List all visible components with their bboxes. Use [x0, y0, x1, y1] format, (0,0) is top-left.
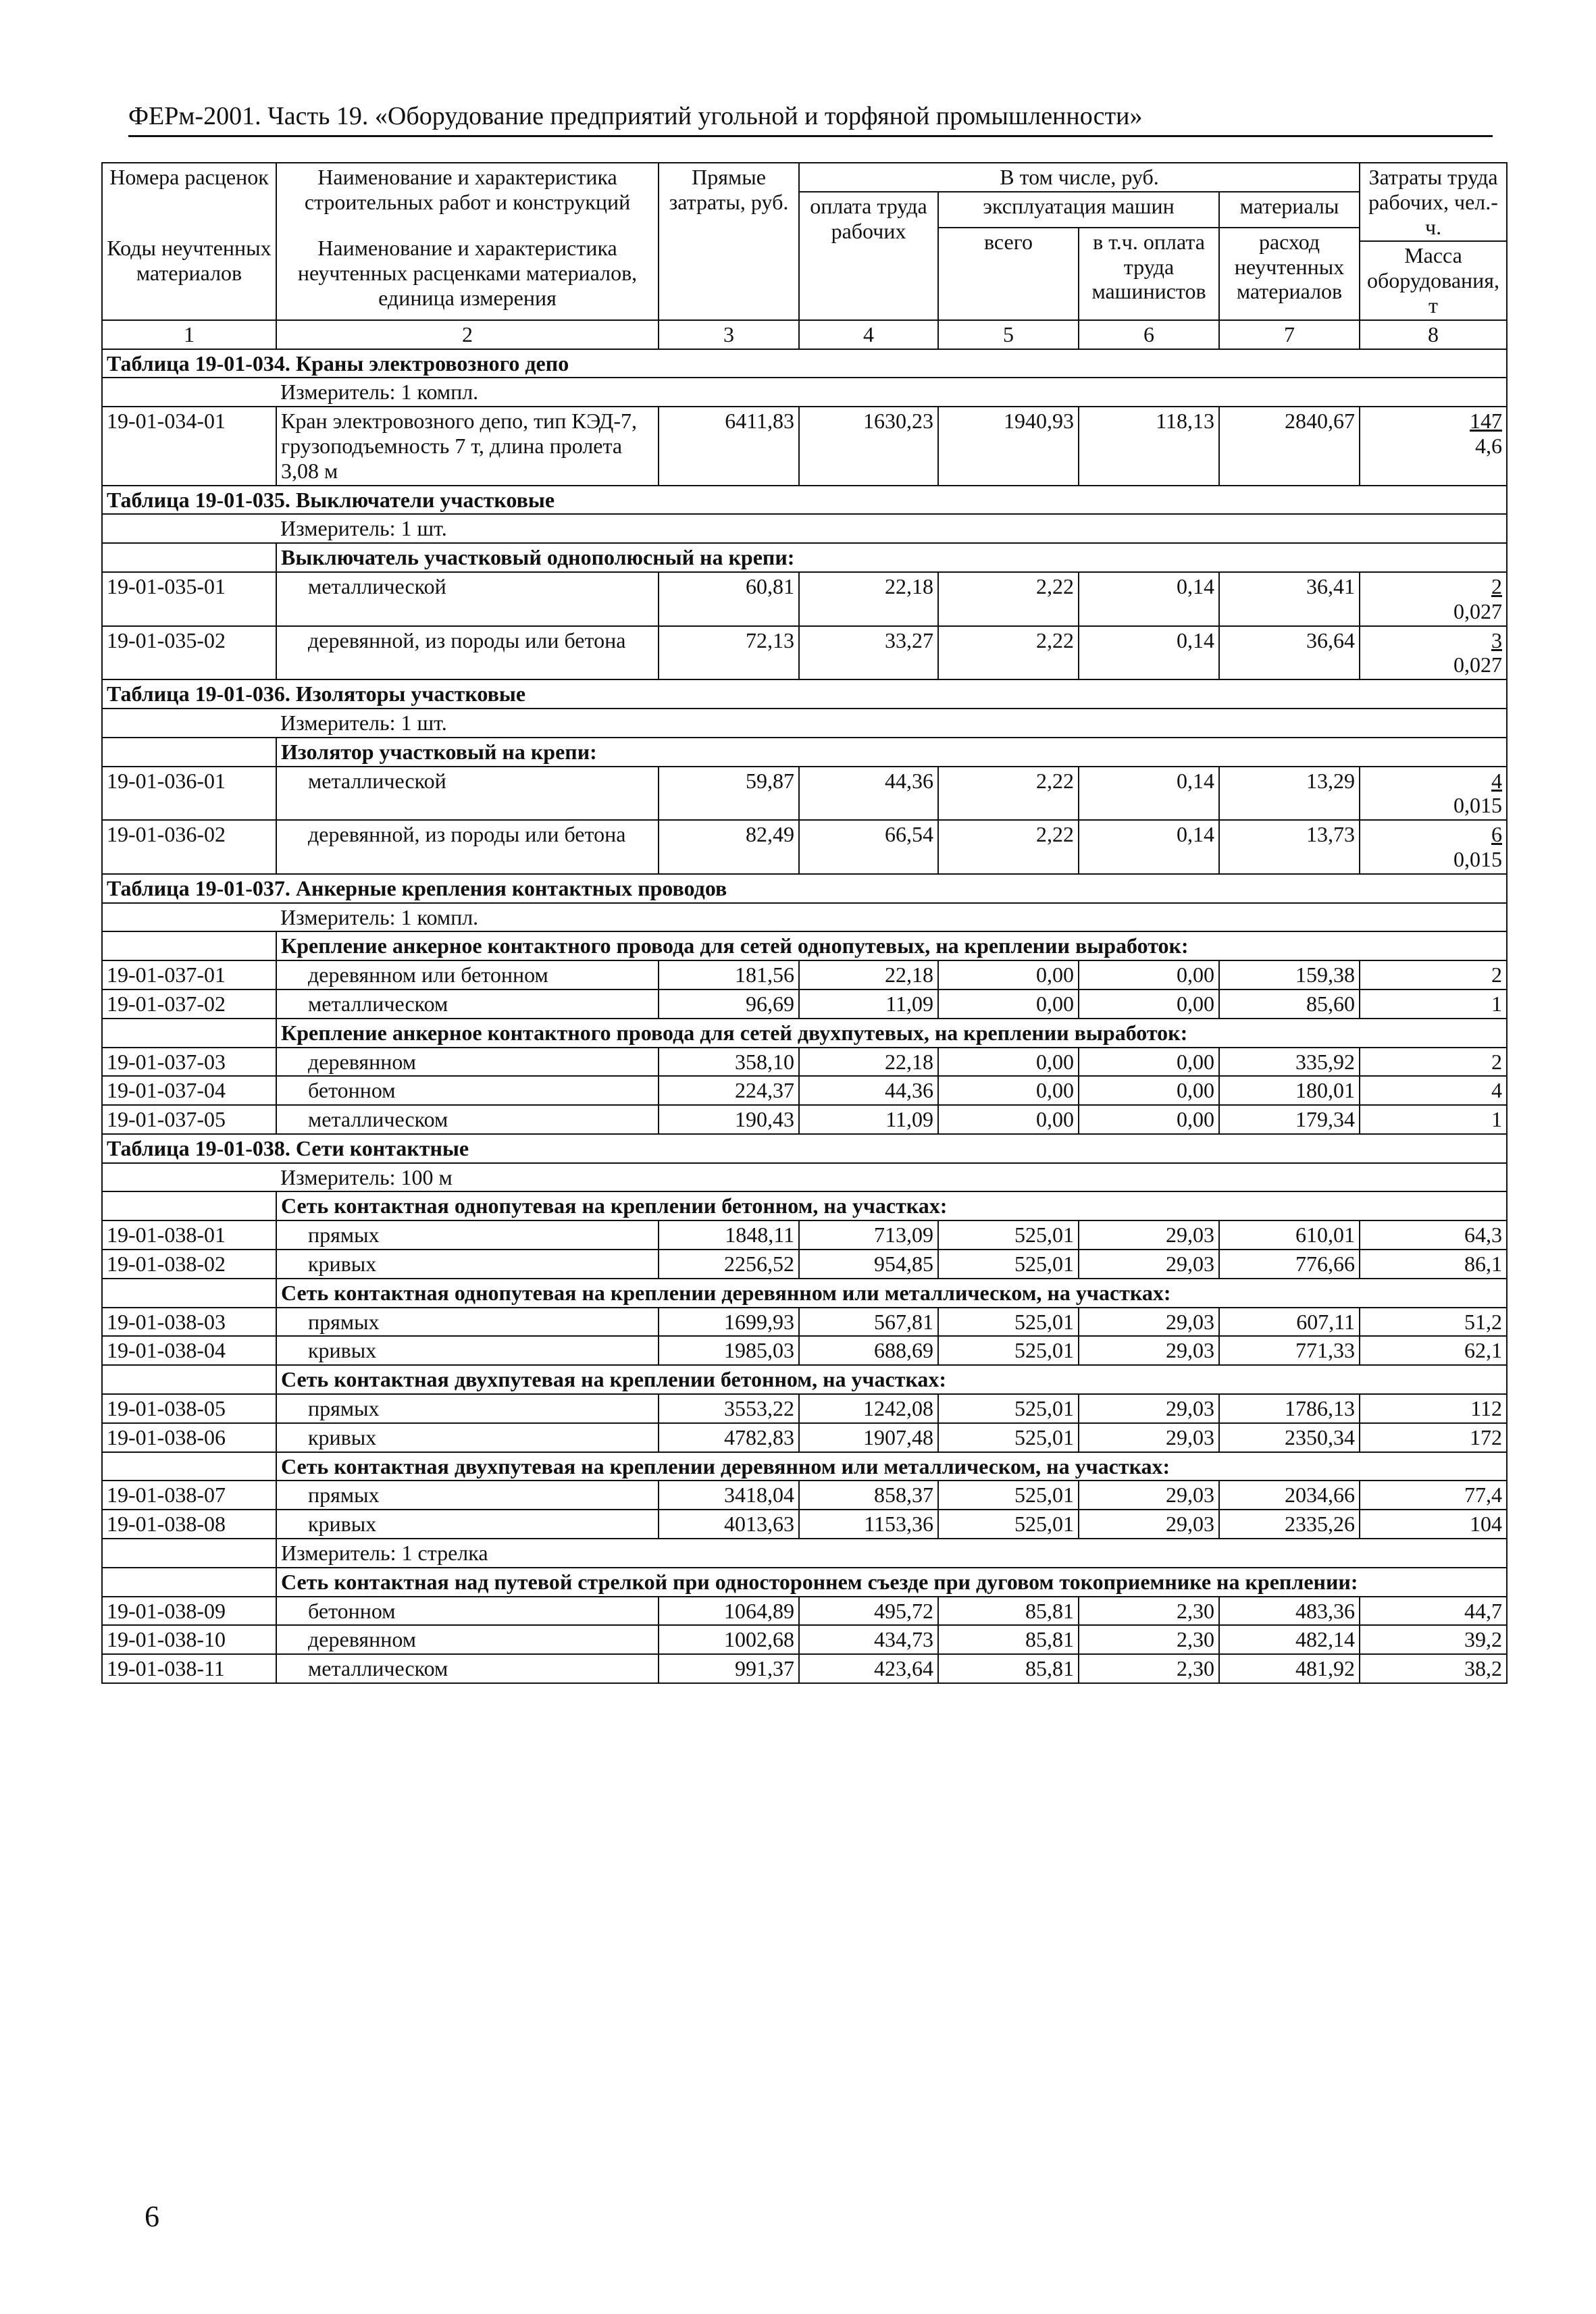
operators-wages: 118,13 — [1079, 407, 1219, 485]
direct-costs: 991,37 — [659, 1654, 799, 1683]
labor-costs: 77,4 — [1360, 1481, 1507, 1510]
machines-total: 0,00 — [938, 989, 1079, 1019]
table-row — [102, 820, 1507, 874]
direct-costs: 181,56 — [659, 960, 799, 989]
rate-code: 19-01-038-07 — [102, 1481, 276, 1510]
table-row — [102, 626, 1507, 680]
materials-cost: 776,66 — [1219, 1250, 1360, 1279]
materials-cost: 482,14 — [1219, 1625, 1360, 1654]
operators-wages: 29,03 — [1079, 1250, 1219, 1279]
rate-name: бетонном — [276, 1076, 659, 1105]
labor-costs: 39,2 — [1360, 1625, 1507, 1654]
rate-name: прямых — [276, 1481, 659, 1510]
table-row — [102, 1336, 1507, 1365]
col-machines-header: эксплуатация машин — [938, 192, 1219, 228]
section-heading: Крепление анкерное контактного провода для сетей однопутевых, на креплении выработок: — [276, 931, 1507, 960]
workers-wages: 713,09 — [799, 1220, 938, 1250]
col-wages-header: оплата труда рабочих — [799, 192, 938, 320]
rate-code: 19-01-037-02 — [102, 989, 276, 1019]
workers-wages: 11,09 — [799, 1105, 938, 1134]
direct-costs: 358,10 — [659, 1048, 799, 1077]
col-number: 4 — [799, 320, 938, 349]
operators-wages: 2,30 — [1079, 1597, 1219, 1626]
measure-unit: Измеритель: 1 шт. — [276, 514, 1507, 543]
workers-wages: 66,54 — [799, 820, 938, 874]
machines-total: 2,22 — [938, 572, 1079, 626]
section-heading: Сеть контактная однопутевая на креплении бетонном, на участках: — [276, 1191, 1507, 1220]
table-row — [102, 1250, 1507, 1279]
direct-costs: 60,81 — [659, 572, 799, 626]
machines-total: 525,01 — [938, 1336, 1079, 1365]
rate-code: 19-01-038-11 — [102, 1654, 276, 1683]
table-row — [102, 1510, 1507, 1539]
labor-costs: 147 — [1470, 409, 1503, 434]
rate-name: деревянном — [276, 1048, 659, 1077]
machines-total: 525,01 — [938, 1220, 1079, 1250]
workers-wages: 22,18 — [799, 572, 938, 626]
rate-name: металлическом — [276, 989, 659, 1019]
direct-costs: 3553,22 — [659, 1394, 799, 1423]
machines-total: 1940,93 — [938, 407, 1079, 485]
machines-total: 85,81 — [938, 1625, 1079, 1654]
direct-costs: 1002,68 — [659, 1625, 799, 1654]
materials-cost: 36,41 — [1219, 572, 1360, 626]
labor-costs: 1 — [1360, 989, 1507, 1019]
workers-wages: 1153,36 — [799, 1510, 938, 1539]
rate-code: 19-01-038-04 — [102, 1336, 276, 1365]
rate-name: деревянной, из породы или бетона — [276, 626, 659, 680]
materials-cost: 13,73 — [1219, 820, 1360, 874]
materials-cost: 179,34 — [1219, 1105, 1360, 1134]
rate-name: металлическом — [276, 1654, 659, 1683]
materials-cost: 36,64 — [1219, 626, 1360, 680]
labor-costs: 6 — [1491, 822, 1503, 847]
labor-costs: 112 — [1360, 1394, 1507, 1423]
rate-name: прямых — [276, 1394, 659, 1423]
rate-name: деревянном — [276, 1625, 659, 1654]
table-row — [102, 1481, 1507, 1510]
materials-cost: 2350,34 — [1219, 1423, 1360, 1452]
materials-cost: 481,92 — [1219, 1654, 1360, 1683]
col-number: 3 — [659, 320, 799, 349]
materials-cost: 610,01 — [1219, 1220, 1360, 1250]
materials-cost: 159,38 — [1219, 960, 1360, 989]
equipment-mass: 4,6 — [1475, 433, 1503, 458]
col-labor-header: Затраты труда рабочих, чел.-ч. — [1360, 163, 1507, 241]
col-number: 2 — [276, 320, 659, 349]
col-operators-wages-header: в т.ч. оплата труда машинистов — [1079, 228, 1219, 320]
rate-name: деревянной, из породы или бетона — [276, 820, 659, 874]
equipment-mass: 0,015 — [1453, 793, 1503, 818]
operators-wages: 29,03 — [1079, 1394, 1219, 1423]
direct-costs: 1985,03 — [659, 1336, 799, 1365]
col-number: 1 — [102, 320, 276, 349]
machines-total: 525,01 — [938, 1308, 1079, 1337]
measure-unit: Измеритель: 1 стрелка — [276, 1539, 1507, 1568]
operators-wages: 0,00 — [1079, 1105, 1219, 1134]
labor-costs: 3 — [1491, 627, 1503, 652]
rate-name: бетонном — [276, 1597, 659, 1626]
materials-cost: 2335,26 — [1219, 1510, 1360, 1539]
rate-code: 19-01-037-05 — [102, 1105, 276, 1134]
col-code-header: Номера расценок — [102, 163, 276, 234]
labor-costs: 2 — [1491, 573, 1503, 598]
col-number: 8 — [1360, 320, 1507, 349]
table-row — [102, 767, 1507, 821]
machines-total: 2,22 — [938, 767, 1079, 821]
machines-total: 0,00 — [938, 1048, 1079, 1077]
equipment-mass: 0,027 — [1453, 598, 1503, 623]
section-heading: Сеть контактная двухпутевая на креплении деревянном или металлическом, на участках: — [276, 1452, 1507, 1481]
workers-wages: 1242,08 — [799, 1394, 938, 1423]
section-heading: Изолятор участковый на крепи: — [276, 738, 1507, 767]
labor-costs: 1 — [1360, 1105, 1507, 1134]
page-number: 6 — [145, 2200, 159, 2233]
col-materials-use-header: расход неучтенных материалов — [1219, 228, 1360, 320]
table-row — [102, 1076, 1507, 1105]
workers-wages: 44,36 — [799, 1076, 938, 1105]
machines-total: 2,22 — [938, 626, 1079, 680]
section-heading: Крепление анкерное контактного провода для сетей двухпутевых, на креплении выработок: — [276, 1019, 1507, 1048]
direct-costs: 72,13 — [659, 626, 799, 680]
materials-cost: 1786,13 — [1219, 1394, 1360, 1423]
workers-wages: 858,37 — [799, 1481, 938, 1510]
machines-total: 0,00 — [938, 1076, 1079, 1105]
rate-code: 19-01-038-05 — [102, 1394, 276, 1423]
col-number: 7 — [1219, 320, 1360, 349]
col-materials-header: материалы — [1219, 192, 1360, 228]
labor-costs: 4 — [1491, 768, 1503, 793]
direct-costs: 96,69 — [659, 989, 799, 1019]
col-total-header: всего — [938, 228, 1079, 320]
table-row — [102, 989, 1507, 1019]
rate-code: 19-01-038-08 — [102, 1510, 276, 1539]
rate-code: 19-01-034-01 — [102, 407, 276, 485]
materials-cost: 2840,67 — [1219, 407, 1360, 485]
labor-costs: 2 — [1360, 1048, 1507, 1077]
operators-wages: 0,14 — [1079, 572, 1219, 626]
direct-costs: 4013,63 — [659, 1510, 799, 1539]
workers-wages: 567,81 — [799, 1308, 938, 1337]
measure-unit: Измеритель: 1 компл. — [276, 378, 1507, 407]
table-row — [102, 1625, 1507, 1654]
workers-wages: 495,72 — [799, 1597, 938, 1626]
machines-total: 2,22 — [938, 820, 1079, 874]
rate-code: 19-01-038-03 — [102, 1308, 276, 1337]
operators-wages: 0,14 — [1079, 820, 1219, 874]
labor-costs: 2 — [1360, 960, 1507, 989]
col-material-names-header: Наименование и характеристика неучтенных расценками материалов, единица измерения — [276, 234, 659, 320]
operators-wages: 29,03 — [1079, 1220, 1219, 1250]
rate-name: деревянном или бетонном — [276, 960, 659, 989]
labor-costs: 51,2 — [1360, 1308, 1507, 1337]
machines-total: 525,01 — [938, 1510, 1079, 1539]
labor-costs: 104 — [1360, 1510, 1507, 1539]
materials-cost: 2034,66 — [1219, 1481, 1360, 1510]
equipment-mass: 0,027 — [1453, 652, 1503, 677]
rate-code: 19-01-038-09 — [102, 1597, 276, 1626]
direct-costs: 59,87 — [659, 767, 799, 821]
workers-wages: 44,36 — [799, 767, 938, 821]
workers-wages: 33,27 — [799, 626, 938, 680]
section-heading: Выключатель участковый однополюсный на крепи: — [276, 543, 1507, 572]
materials-cost: 771,33 — [1219, 1336, 1360, 1365]
workers-wages: 688,69 — [799, 1336, 938, 1365]
direct-costs: 224,37 — [659, 1076, 799, 1105]
labor-costs: 64,3 — [1360, 1220, 1507, 1250]
rate-code: 19-01-035-02 — [102, 626, 276, 680]
direct-costs: 6411,83 — [659, 407, 799, 485]
labor-costs: 44,7 — [1360, 1597, 1507, 1626]
operators-wages: 0,00 — [1079, 1076, 1219, 1105]
direct-costs: 2256,52 — [659, 1250, 799, 1279]
rate-code: 19-01-037-03 — [102, 1048, 276, 1077]
operators-wages: 29,03 — [1079, 1336, 1219, 1365]
rate-code: 19-01-036-02 — [102, 820, 276, 874]
section-heading: Сеть контактная над путевой стрелкой при одностороннем съезде при дуговом токоприемнике на креплении: — [276, 1568, 1507, 1597]
table-row — [102, 1597, 1507, 1626]
direct-costs: 1848,11 — [659, 1220, 799, 1250]
machines-total: 0,00 — [938, 1105, 1079, 1134]
direct-costs: 82,49 — [659, 820, 799, 874]
workers-wages: 22,18 — [799, 1048, 938, 1077]
col-material-codes-header: Коды неучтенных материалов — [102, 234, 276, 320]
workers-wages: 1907,48 — [799, 1423, 938, 1452]
workers-wages: 423,64 — [799, 1654, 938, 1683]
equipment-mass: 0,015 — [1453, 846, 1503, 871]
rate-name: кривых — [276, 1510, 659, 1539]
table-row — [102, 960, 1507, 989]
machines-total: 525,01 — [938, 1394, 1079, 1423]
rate-code: 19-01-038-10 — [102, 1625, 276, 1654]
operators-wages: 2,30 — [1079, 1625, 1219, 1654]
labor-costs: 4 — [1360, 1076, 1507, 1105]
rate-name: кривых — [276, 1336, 659, 1365]
operators-wages: 0,14 — [1079, 767, 1219, 821]
rate-name: металлической — [276, 572, 659, 626]
table-title: Таблица 19-01-036. Изоляторы участковые — [102, 679, 1507, 709]
col-number: 5 — [938, 320, 1079, 349]
rate-code: 19-01-038-02 — [102, 1250, 276, 1279]
section-heading: Сеть контактная однопутевая на креплении деревянном или металлическом, на участках: — [276, 1279, 1507, 1308]
workers-wages: 434,73 — [799, 1625, 938, 1654]
table-title: Таблица 19-01-038. Сети контактные — [102, 1134, 1507, 1163]
materials-cost: 483,36 — [1219, 1597, 1360, 1626]
materials-cost: 607,11 — [1219, 1308, 1360, 1337]
norms-sheet — [101, 162, 1506, 1684]
rate-name: Кран электровозного депо, тип КЭД-7, грузоподъемность 7 т, длина пролета 3,08 м — [276, 407, 659, 485]
operators-wages: 29,03 — [1079, 1423, 1219, 1452]
workers-wages: 11,09 — [799, 989, 938, 1019]
measure-unit: Измеритель: 100 м — [276, 1163, 1507, 1192]
col-name-header: Наименование и характеристика строительных работ и конструкций — [276, 163, 659, 234]
labor-costs: 86,1 — [1360, 1250, 1507, 1279]
direct-costs: 3418,04 — [659, 1481, 799, 1510]
operators-wages: 29,03 — [1079, 1510, 1219, 1539]
table-row — [102, 1423, 1507, 1452]
measure-unit: Измеритель: 1 шт. — [276, 709, 1507, 738]
machines-total: 525,01 — [938, 1481, 1079, 1510]
rate-code: 19-01-038-06 — [102, 1423, 276, 1452]
rate-code: 19-01-038-01 — [102, 1220, 276, 1250]
operators-wages: 0,00 — [1079, 960, 1219, 989]
operators-wages: 0,00 — [1079, 1048, 1219, 1077]
table-row — [102, 1654, 1507, 1683]
table-title: Таблица 19-01-037. Анкерные крепления контактных проводов — [102, 874, 1507, 903]
table-row — [102, 1105, 1507, 1134]
page-header: ФЕРм-2001. Часть 19. «Оборудование предприятий угольной и торфяной промышленности» — [128, 101, 1493, 137]
machines-total: 85,81 — [938, 1597, 1079, 1626]
rate-name: металлическом — [276, 1105, 659, 1134]
rate-name: прямых — [276, 1220, 659, 1250]
table-row — [102, 572, 1507, 626]
operators-wages: 2,30 — [1079, 1654, 1219, 1683]
materials-cost: 180,01 — [1219, 1076, 1360, 1105]
direct-costs: 4782,83 — [659, 1423, 799, 1452]
section-heading: Сеть контактная двухпутевая на креплении бетонном, на участках: — [276, 1365, 1507, 1394]
operators-wages: 0,14 — [1079, 626, 1219, 680]
operators-wages: 0,00 — [1079, 989, 1219, 1019]
direct-costs: 1064,89 — [659, 1597, 799, 1626]
workers-wages: 1630,23 — [799, 407, 938, 485]
norms-table — [101, 162, 1508, 1684]
direct-costs: 1699,93 — [659, 1308, 799, 1337]
machines-total: 525,01 — [938, 1423, 1079, 1452]
table-row — [102, 1394, 1507, 1423]
col-mass-header: Масса оборудования, т — [1360, 241, 1507, 319]
table-row — [102, 1220, 1507, 1250]
machines-total: 525,01 — [938, 1250, 1079, 1279]
materials-cost: 85,60 — [1219, 989, 1360, 1019]
table-row — [102, 1048, 1507, 1077]
table-title: Таблица 19-01-034. Краны электровозного депо — [102, 349, 1507, 378]
machines-total: 0,00 — [938, 960, 1079, 989]
rate-code: 19-01-035-01 — [102, 572, 276, 626]
materials-cost: 335,92 — [1219, 1048, 1360, 1077]
workers-wages: 22,18 — [799, 960, 938, 989]
operators-wages: 29,03 — [1079, 1481, 1219, 1510]
materials-cost: 13,29 — [1219, 767, 1360, 821]
workers-wages: 954,85 — [799, 1250, 938, 1279]
direct-costs: 190,43 — [659, 1105, 799, 1134]
col-including-header: В том числе, руб. — [799, 163, 1360, 192]
labor-costs: 172 — [1360, 1423, 1507, 1452]
col-number: 6 — [1079, 320, 1219, 349]
rate-code: 19-01-037-01 — [102, 960, 276, 989]
table-title: Таблица 19-01-035. Выключатели участковые — [102, 486, 1507, 515]
rate-code: 19-01-036-01 — [102, 767, 276, 821]
rate-name: металлической — [276, 767, 659, 821]
rate-name: кривых — [276, 1250, 659, 1279]
table-row — [102, 1308, 1507, 1337]
labor-costs: 38,2 — [1360, 1654, 1507, 1683]
table-row — [102, 407, 1507, 485]
rate-name: кривых — [276, 1423, 659, 1452]
machines-total: 85,81 — [938, 1654, 1079, 1683]
rate-name: прямых — [276, 1308, 659, 1337]
col-direct-costs-header: Прямые затраты, руб. — [659, 163, 799, 320]
measure-unit: Измеритель: 1 компл. — [276, 903, 1507, 932]
rate-code: 19-01-037-04 — [102, 1076, 276, 1105]
operators-wages: 29,03 — [1079, 1308, 1219, 1337]
labor-costs: 62,1 — [1360, 1336, 1507, 1365]
